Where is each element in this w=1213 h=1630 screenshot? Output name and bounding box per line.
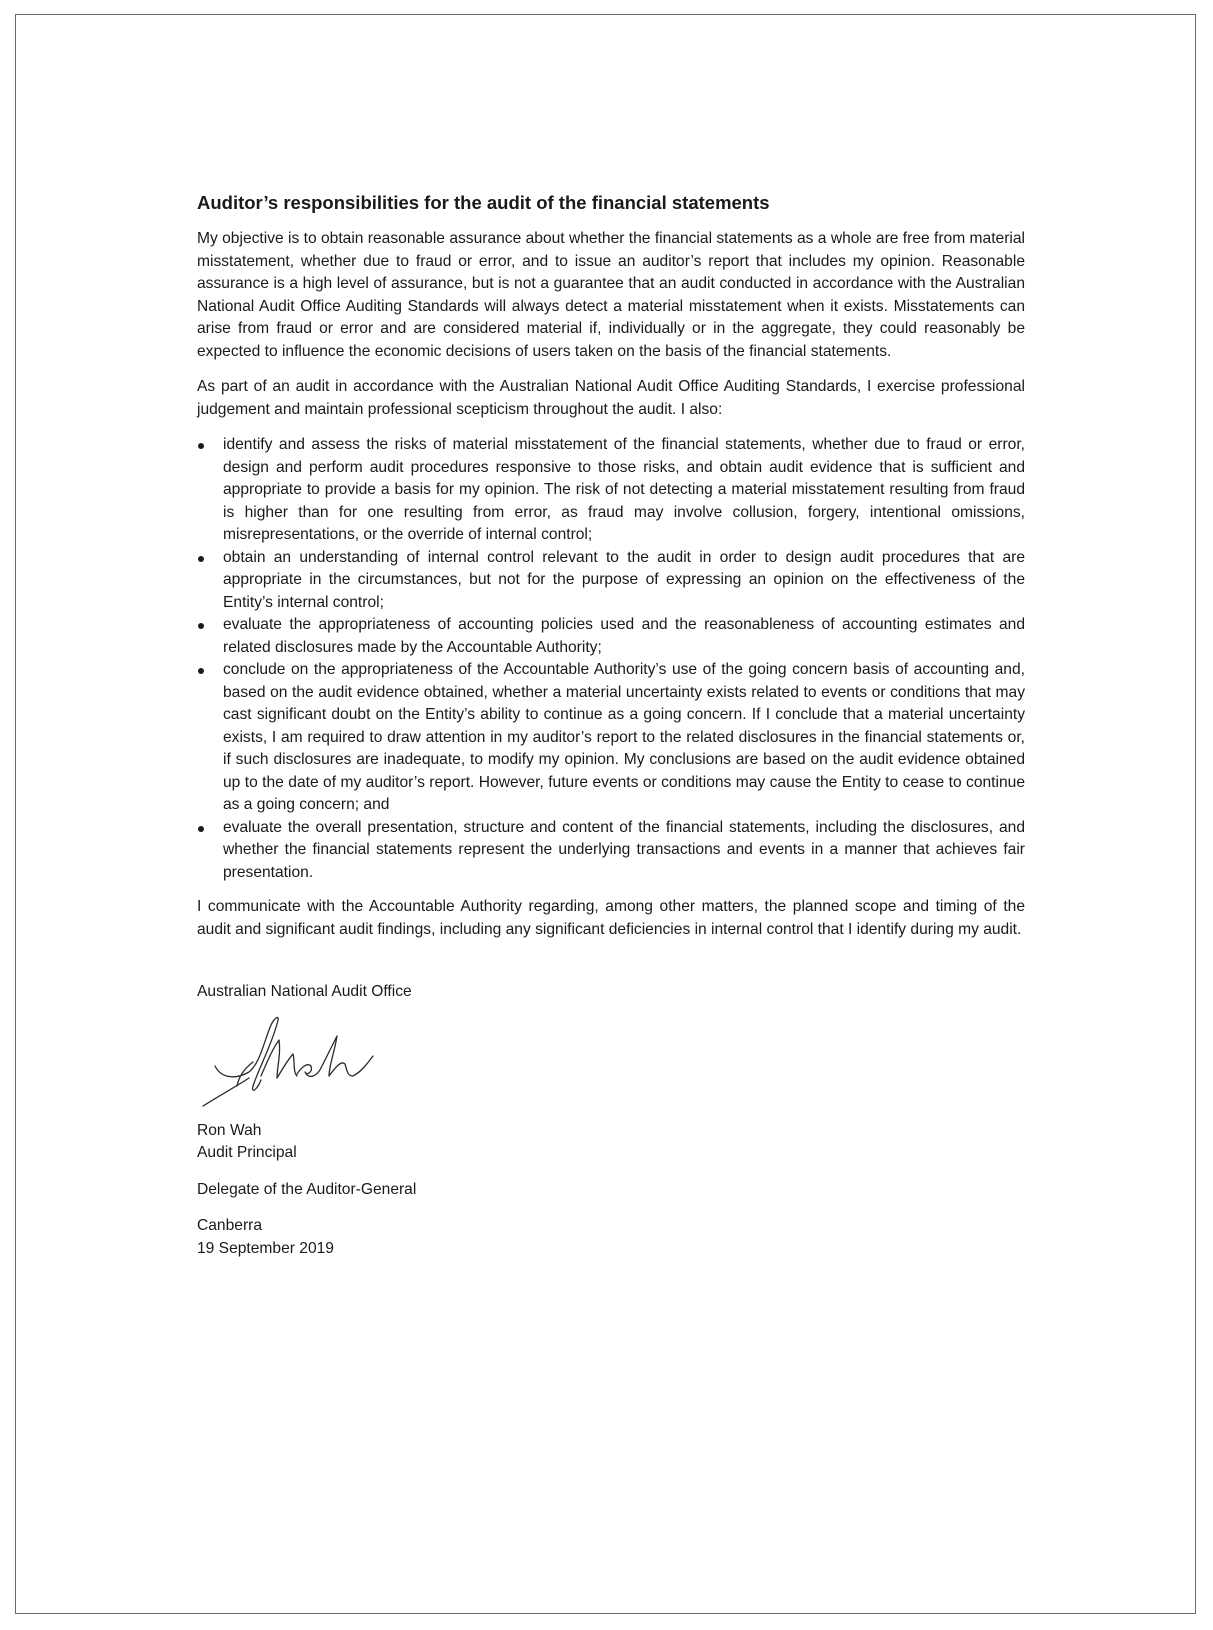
list-item: conclude on the appropriateness of the Accountable Authority’s use of the going concern basis of accounting and, based on the audit evidence obtained, whether a material uncertainty exists related to events or conditions that may cast significant doubt on the Entity’s ability to continue as a going concern. If I conclude that a material uncertainty exists, I am required to draw attention in my auditor’s report to the related disclosures in the financial statements or, if such disclosures are inadequate, to modify my opinion. My conclusions are based on the audit evidence obtained up to the date of my auditor’s report. However, future events or conditions may cause the Entity to cease to continue as a going concern; and — [197, 659, 1025, 817]
paragraph-objective: My objective is to obtain reasonable assurance about whether the financial statements as a whole are free from material misstatement, whether due to fraud or error, and to issue an auditor’s report that includes my opinion. Reasonable assurance is a high level of assurance, but is not a guarantee that an audit conducted in accordance with the Australian National Audit Office Auditing Standards will always detect a material misstatement when it exists. Misstatements can arise from fraud or error and are considered material if, individually or in the aggregate, they could reasonably be expected to influence the economic decisions of users taken on the basis of the financial statements. — [197, 230, 1025, 360]
bullet-icon — [198, 623, 204, 629]
paragraph-audit-intro: As part of an audit in accordance with the Australian National Audit Office Auditing Standards, I exercise professional judgement and maintain professional scepticism throughout the audit. I also: — [197, 378, 1025, 418]
responsibilities-list — [197, 434, 1025, 884]
handwritten-signature — [197, 1006, 397, 1116]
spacer — [197, 1165, 1025, 1179]
bullet-icon — [198, 556, 204, 562]
signatory-organisation: Australian National Audit Office — [197, 983, 412, 1000]
spacer — [197, 1201, 1025, 1215]
list-item: identify and assess the risks of material misstatement of the financial statements, whether due to fraud or error, design and perform audit procedures responsive to those risks, and obtain audit evidence that is sufficient and appropriate to provide a basis for my opinion. The risk of not detecting a material misstatement resulting from fraud is higher than for one resulting from error, as fraud may involve collusion, forgery, intentional omissions, misrepresentations, or the override of internal control; — [197, 434, 1025, 547]
list-item: evaluate the appropriateness of accounting policies used and the reasonableness of accounting estimates and related disclosures made by the Accountable Authority; — [197, 614, 1025, 659]
signing-location: Canberra — [197, 1217, 263, 1234]
signature-block — [197, 981, 1025, 1260]
signatory-delegation: Delegate of the Auditor-General — [197, 1180, 417, 1198]
signing-date: 19 September 2019 — [197, 1239, 334, 1257]
paragraph-communication: I communicate with the Accountable Authority regarding, among other matters, the planned scope and timing of the audit and significant audit findings, including any significant deficiencies in internal control that I identify during my audit. — [197, 898, 1025, 938]
list-item: obtain an understanding of internal control relevant to the audit in order to design audit procedures that are appropriate in the circumstances, but not for the purpose of expressing an opinion on the effectiveness of the Entity’s internal control; — [197, 547, 1025, 615]
bullet-icon — [198, 668, 204, 674]
list-item: evaluate the overall presentation, structure and content of the financial statements, including the disclosures, and whether the financial statements represent the underlying transactions and events in a manner that achieves fair presentation. — [197, 817, 1025, 885]
document-body — [197, 191, 1025, 1260]
bullet-icon — [198, 826, 204, 832]
signatory-title: Audit Principal — [197, 1144, 297, 1161]
signatory-name: Ron Wah — [197, 1121, 262, 1139]
section-heading: Auditor’s responsibilities for the audit of the financial statements — [197, 192, 770, 213]
bullet-icon — [198, 443, 204, 449]
